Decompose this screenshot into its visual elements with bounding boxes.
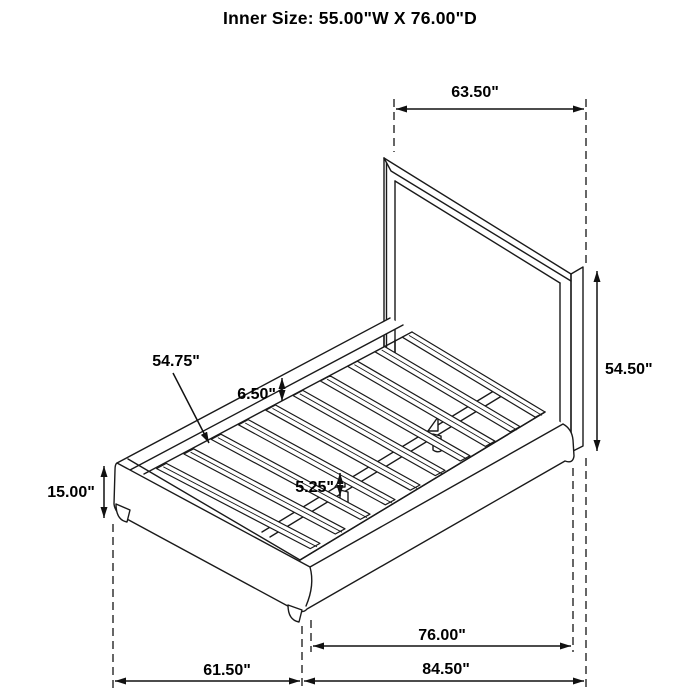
dimension-label: 6.50" xyxy=(237,386,276,403)
dimension-label: 15.00" xyxy=(47,484,95,501)
dimension-label: 84.50" xyxy=(422,661,470,678)
dimension-label: 63.50" xyxy=(451,84,499,101)
dim-side-length xyxy=(115,662,300,681)
page-title: Inner Size: 55.00"W X 76.00"D xyxy=(223,8,477,28)
beam-gusset xyxy=(428,417,438,431)
dimension-label: 54.75" xyxy=(152,353,200,370)
dim-headboard-height xyxy=(597,271,653,451)
dimension-label: 76.00" xyxy=(418,627,466,644)
headboard-side-edge xyxy=(571,267,583,452)
dim-total-length xyxy=(304,661,584,681)
dim-top-width xyxy=(396,84,584,109)
dimension-label: 54.50" xyxy=(605,361,653,378)
dim-inner-depth xyxy=(313,627,571,646)
dim-footboard-height xyxy=(47,466,104,518)
dimension-label: 61.50" xyxy=(203,662,251,679)
dimension-label: 5.25" xyxy=(295,479,334,496)
